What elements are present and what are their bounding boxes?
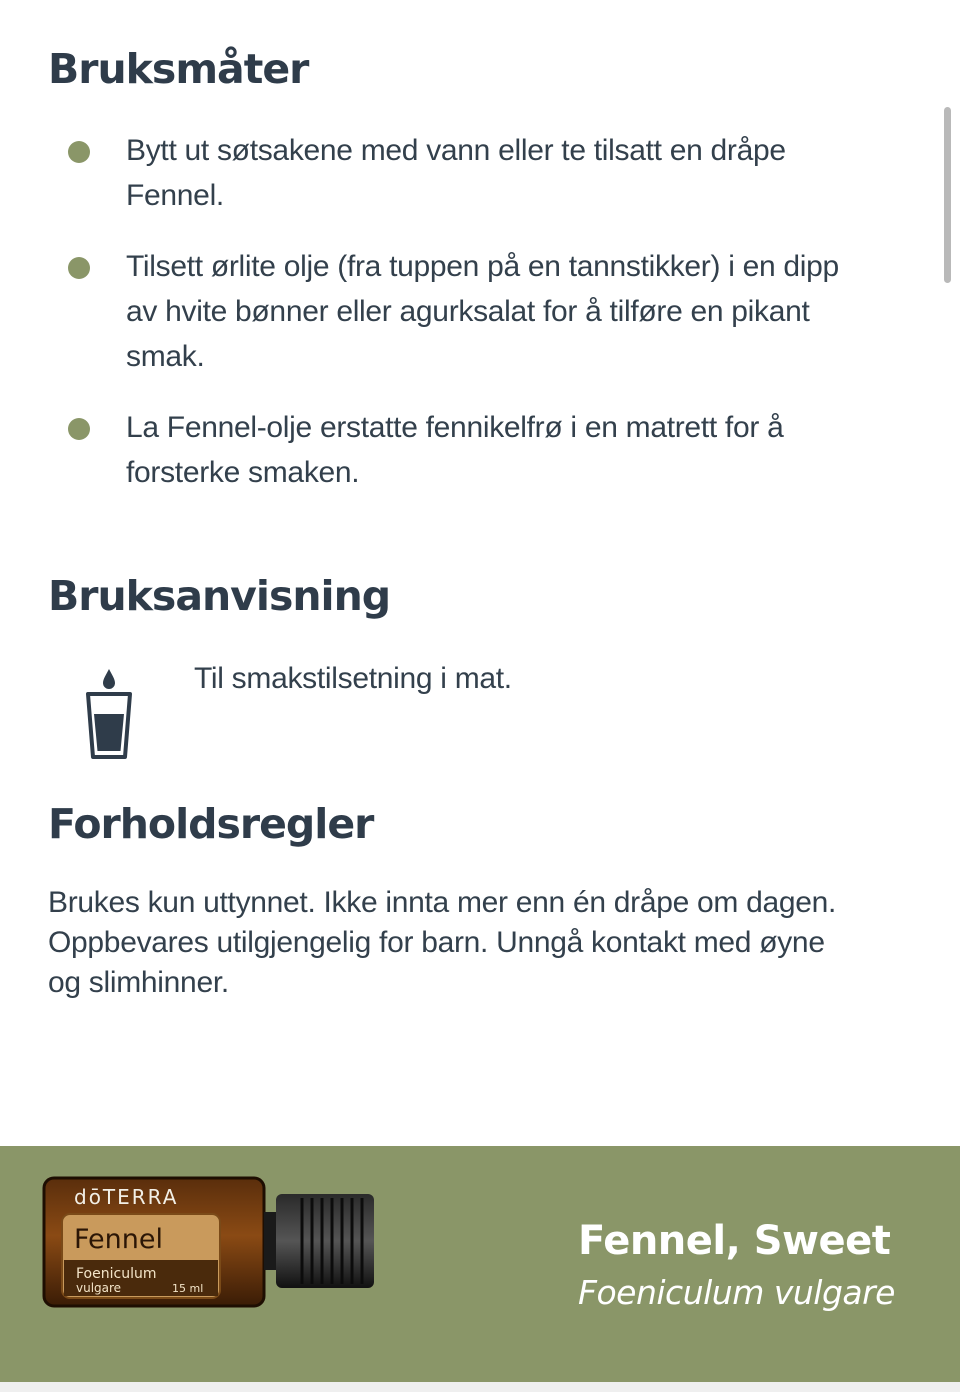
scrollbar[interactable] [944,107,951,283]
bullet-dot [68,141,90,163]
bullet-dot [68,418,90,440]
product-bottle-image [40,1172,380,1312]
usage-heading: Bruksmåter [48,45,309,93]
bottle-sublabel: Foeniculum [76,1266,157,1282]
usage-item: Tilsett ørlite olje (fra tuppen på en tannstikker) i en dipp av hvite bønner eller agurksalat for å tilføre en pikant smak. [126,250,839,373]
bottom-divider [0,1382,960,1392]
usage-item: Bytt ut søtsakene med vann eller te tilsatt en dråpe Fennel. [126,134,786,212]
precautions-heading: Forholdsregler [48,800,374,848]
instructions-heading: Bruksanvisning [48,572,391,620]
bottle-sublabel: vulgare [76,1281,122,1295]
product-latin-name: Foeniculum vulgare [578,1273,895,1312]
usage-item: La Fennel-olje erstatte fennikelfrø i en matrett for å forsterke smaken. [126,411,784,489]
bottle-brand: dōTERRA [74,1185,179,1209]
bullet-dot [68,257,90,279]
product-name: Fennel, Sweet [578,1218,891,1264]
instructions-text: Til smakstilsetning i mat. [194,662,512,695]
internal-use-glass-icon [83,667,135,762]
precautions-text: Brukes kun uttynnet. Ikke innta mer enn én dråpe om dagen. Oppbevares utilgjengelig for barn. Unngå kontakt med øyne og slimhinner. [48,886,837,999]
bottle-volume: 15 ml [172,1282,204,1295]
bottle-label: Fennel [74,1224,164,1255]
